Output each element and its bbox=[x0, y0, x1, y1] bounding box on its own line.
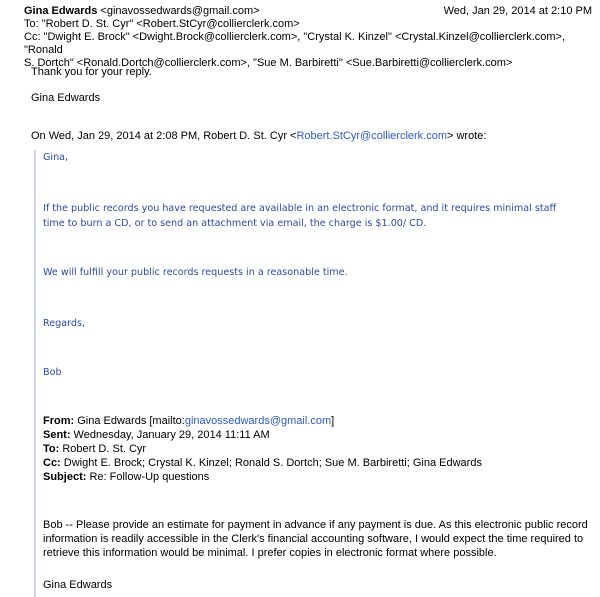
quote-intro-suffix: > wrote: bbox=[447, 130, 487, 142]
forwarded-to-label: To: bbox=[43, 443, 60, 455]
forwarded-from-value: Gina Edwards [mailto: bbox=[74, 415, 185, 427]
forwarded-from-email-link[interactable]: ginavossedwards@gmail.com bbox=[184, 415, 332, 427]
forwarded-sent bbox=[43, 428, 270, 442]
original-line-2: information is readily accessible in the Clerk's financial accounting software, I would expect the time required to bbox=[43, 533, 584, 545]
forwarded-subject bbox=[43, 470, 209, 484]
forwarded-subject-value: Re: Follow-Up questions bbox=[86, 471, 210, 483]
forwarded-sent-value: Wednesday, January 29, 2014 11:11 AM bbox=[70, 429, 270, 441]
cc-line-2: S. Dortch" <Ronald.Dortch@collierclerk.com>, "Sue M. Barbiretti" <Sue.Barbiretti@collierclerk.com> bbox=[24, 57, 513, 69]
quoted-greeting: Gina, bbox=[43, 152, 69, 163]
quoted-paragraph-1-line-2: time to burn a CD, or to send an attachment via email, the charge is $1.00/ CD. bbox=[43, 218, 427, 229]
quoted-paragraph-2: We will fulfill your public records requests in a reasonable time. bbox=[43, 267, 348, 278]
original-line-1: Bob -- Please provide an estimate for payment in advance if any payment is due. As this electronic public record bbox=[43, 519, 588, 531]
quoted-sender-email-link[interactable]: Robert.StCyr@collierclerk.com bbox=[296, 130, 447, 142]
forwarded-subject-label: Subject: bbox=[43, 471, 87, 483]
reply-signature: Gina Edwards bbox=[31, 92, 101, 104]
quoted-paragraph-1-line-1: If the public records you have requested are available in an electronic format, and it requires minimal staff bbox=[43, 203, 557, 214]
quote-intro bbox=[31, 130, 486, 143]
quote-intro-prefix: On Wed, Jan 29, 2014 at 2:08 PM, Robert D. St. Cyr < bbox=[31, 130, 297, 142]
forwarded-sent-label: Sent: bbox=[43, 429, 71, 441]
forwarded-from-end: ] bbox=[331, 415, 335, 427]
quote-bar bbox=[34, 150, 36, 597]
forwarded-to bbox=[43, 442, 146, 456]
original-line-3: retrieve this information would be minimal. I prefer copies in electronic format where possible. bbox=[43, 547, 497, 559]
original-message-body bbox=[43, 518, 590, 560]
forwarded-cc-value: Dwight E. Brock; Crystal K. Kinzel; Ronald S. Dortch; Sue M. Barbiretti; Gina Edwards bbox=[60, 457, 482, 469]
forwarded-cc bbox=[43, 456, 482, 470]
sender-name: Gina Edwards bbox=[24, 5, 98, 17]
email-header-to: To: "Robert D. St. Cyr" <Robert.StCyr@collierclerk.com> bbox=[24, 18, 300, 30]
quoted-paragraph-1 bbox=[43, 201, 590, 231]
sender-email[interactable]: <ginavossedwards@gmail.com> bbox=[100, 5, 260, 17]
email-date: Wed, Jan 29, 2014 at 2:10 PM bbox=[443, 5, 592, 17]
cc-line-1: Cc: "Dwight E. Brock" <Dwight.Brock@collierclerk.com>, "Crystal K. Kinzel" <Crystal.Kinzel@collierclerk.com>, "Ronald bbox=[24, 31, 566, 56]
reply-text: Thank you for your reply. bbox=[31, 66, 152, 78]
forwarded-cc-label: Cc: bbox=[43, 457, 61, 469]
quoted-name: Bob bbox=[43, 367, 62, 378]
email-header-from bbox=[24, 5, 592, 18]
forwarded-from-label: From: bbox=[43, 415, 75, 427]
quoted-closing: Regards, bbox=[43, 318, 86, 329]
forwarded-from bbox=[43, 414, 334, 428]
forwarded-to-value: Robert D. St. Cyr bbox=[59, 443, 147, 455]
email-header-cc bbox=[24, 31, 592, 70]
original-signature: Gina Edwards bbox=[43, 579, 113, 591]
